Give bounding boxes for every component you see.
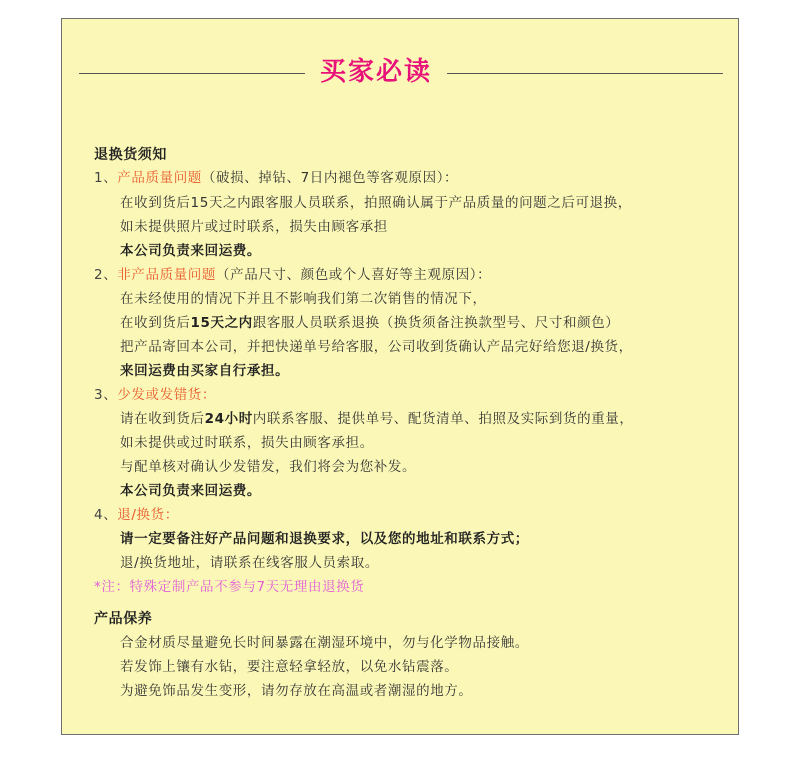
item3-line-3: 与配单核对确认少发错发，我们将会为您补发。 [120, 459, 417, 475]
page-title: 买家必读 [319, 57, 432, 87]
item2-label: 非产品质量问题 [117, 267, 216, 283]
title-divider-right [447, 73, 723, 74]
item1-suffix: （破损、掉钻、7日内褪色等客观原因）： [201, 170, 459, 186]
item4-suffix: ： [164, 507, 179, 523]
item2-bold-line: 来回运费由买家自行承担。 [120, 363, 290, 379]
item3-header [94, 385, 216, 405]
item3-label: 少发或发错货 [117, 387, 202, 403]
item4-header [94, 505, 179, 525]
item2-line-3: 把产品寄回本公司，并把快递单号给客服，公司收到货确认产品完好给您退/换货， [120, 339, 633, 355]
item3-line-1-bold: 24小时 [204, 411, 253, 427]
item3-line-1 [120, 409, 634, 429]
item4-bold-line: 请一定要备注好产品问题和退换要求，以及您的地址和联系方式； [120, 531, 529, 547]
item2-line-1: 在未经使用的情况下并且不影响我们第二次销售的情况下， [120, 291, 487, 307]
item2-suffix: （产品尺寸、颜色或个人喜好等主观原因）： [216, 267, 492, 283]
item2-line-2 [120, 313, 619, 333]
item2-line-2-bold: 15天之内 [190, 315, 253, 331]
item1-header [94, 168, 458, 188]
item1-line-2: 如未提供照片或过时联系，损失由顾客承担 [120, 219, 388, 235]
item3-number: 3、 [94, 387, 118, 403]
return-policy-heading: 退换货须知 [94, 147, 167, 163]
item1-number: 1、 [94, 170, 118, 186]
item1-bold-line: 本公司负责来回运费。 [120, 243, 261, 259]
item4-label: 退/换货 [117, 507, 165, 523]
item3-line-1-pre: 请在收到货后 [120, 411, 205, 427]
special-order-note: *注：特殊定制产品不参与7天无理由退换货 [94, 579, 365, 595]
item1-label: 产品质量问题 [117, 170, 202, 186]
item2-line-2-post: 跟客服人员联系退换（换货须备注换款型号、尺寸和颜色） [252, 315, 620, 331]
item2-header [94, 265, 491, 285]
item3-line-2: 如未提供或过时联系，损失由顾客承担。 [120, 435, 374, 451]
care-heading: 产品保养 [94, 611, 153, 627]
care-line-1: 合金材质尽量避免长时间暴露在潮湿环境中，勿与化学物品接触。 [120, 635, 529, 651]
title-divider-left [79, 73, 305, 74]
item3-bold-line: 本公司负责来回运费。 [120, 483, 261, 499]
item3-suffix: ： [201, 387, 217, 403]
care-line-2: 若发饰上镶有水钻，要注意轻拿轻放，以免水钻震落。 [120, 659, 459, 675]
item4-line-2: 退/换货地址，请联系在线客服人员索取。 [120, 555, 379, 571]
item3-line-1-post: 内联系客服、提供单号、配货清单、拍照及实际到货的重量， [252, 411, 634, 427]
item4-number: 4、 [94, 507, 118, 523]
item1-line-1: 在收到货后15天之内跟客服人员联系，拍照确认属于产品质量的问题之后可退换， [120, 195, 632, 211]
item2-number: 2、 [94, 267, 118, 283]
care-line-3: 为避免饰品发生变形，请勿存放在高温或者潮湿的地方。 [120, 683, 473, 699]
item2-line-2-pre: 在收到货后 [120, 315, 191, 331]
